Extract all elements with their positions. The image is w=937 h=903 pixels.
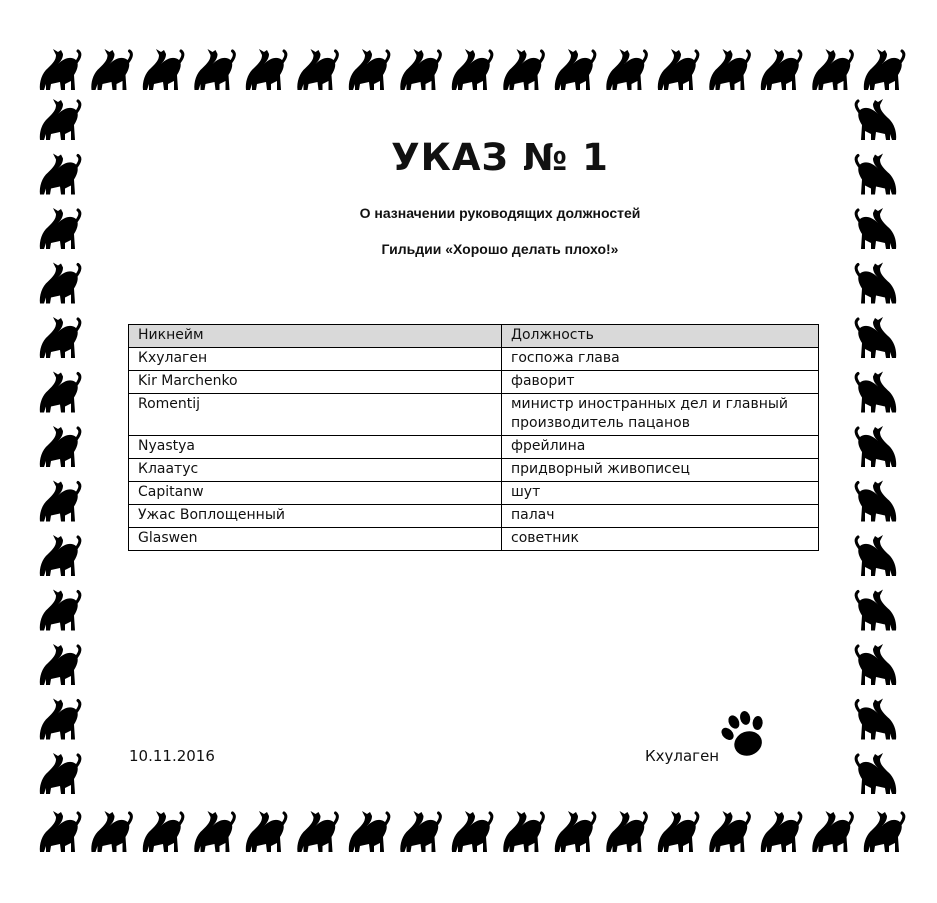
nickname-cell: Ужас Воплощенный bbox=[129, 505, 502, 528]
black-cat-icon bbox=[864, 49, 904, 90]
black-cat-icon bbox=[709, 811, 749, 852]
black-cat-icon bbox=[40, 481, 80, 522]
position-cell: шут bbox=[502, 482, 819, 505]
black-cat-icon bbox=[91, 49, 131, 90]
nickname-cell: Romentij bbox=[129, 394, 502, 436]
black-cat-icon bbox=[40, 317, 80, 358]
black-cat-icon bbox=[143, 49, 183, 90]
table-row bbox=[129, 459, 819, 482]
black-cat-icon bbox=[864, 811, 904, 852]
black-cat-icon bbox=[349, 811, 389, 852]
nickname-cell: Кхулаген bbox=[129, 348, 502, 371]
decree-subtitle-line1: О назначении руководящих должностей bbox=[359, 205, 641, 221]
black-cat-icon bbox=[606, 49, 646, 90]
nickname-cell: Клаатус bbox=[129, 459, 502, 482]
black-cat-icon bbox=[40, 590, 80, 631]
black-cat-icon bbox=[812, 811, 852, 852]
black-cat-icon bbox=[297, 811, 337, 852]
table-row bbox=[129, 371, 819, 394]
black-cat-icon bbox=[194, 811, 234, 852]
table-row bbox=[129, 505, 819, 528]
black-cat-icon bbox=[856, 590, 896, 631]
black-cat-icon bbox=[503, 811, 543, 852]
appointments-table bbox=[128, 324, 819, 551]
position-cell: придворный живописец bbox=[502, 459, 819, 482]
paw-print-icon bbox=[716, 706, 774, 764]
position-cell: советник bbox=[502, 528, 819, 551]
black-cat-icon bbox=[812, 49, 852, 90]
black-cat-icon bbox=[761, 811, 801, 852]
table-header-row bbox=[129, 325, 819, 348]
position-cell: фрейлина bbox=[502, 436, 819, 459]
decree-title: УКАЗ № 1 bbox=[391, 136, 609, 179]
black-cat-icon bbox=[40, 154, 80, 195]
nickname-cell: Nyastya bbox=[129, 436, 502, 459]
position-cell: министр иностранных дел и главный производитель пацанов bbox=[502, 394, 819, 436]
black-cat-icon bbox=[555, 49, 595, 90]
black-cat-icon bbox=[40, 99, 80, 140]
black-cat-icon bbox=[297, 49, 337, 90]
nickname-cell: Capitanw bbox=[129, 482, 502, 505]
table-row bbox=[129, 348, 819, 371]
black-cat-icon bbox=[658, 811, 698, 852]
black-cat-icon bbox=[856, 753, 896, 794]
table-row bbox=[129, 436, 819, 459]
column-header-position: Должность bbox=[502, 325, 819, 348]
black-cat-icon bbox=[856, 699, 896, 740]
black-cat-icon bbox=[856, 317, 896, 358]
position-cell: госпожа глава bbox=[502, 348, 819, 371]
black-cat-icon bbox=[194, 49, 234, 90]
nickname-cell: Kir Marchenko bbox=[129, 371, 502, 394]
black-cat-icon bbox=[856, 208, 896, 249]
black-cat-icon bbox=[658, 49, 698, 90]
signer-name: Кхулаген bbox=[645, 747, 720, 765]
nickname-cell: Glaswen bbox=[129, 528, 502, 551]
position-cell: палач bbox=[502, 505, 819, 528]
black-cat-icon bbox=[400, 811, 440, 852]
black-cat-icon bbox=[503, 49, 543, 90]
black-cat-icon bbox=[40, 208, 80, 249]
black-cat-icon bbox=[91, 811, 131, 852]
black-cat-icon bbox=[40, 535, 80, 576]
decree-date: 10.11.2016 bbox=[129, 747, 215, 765]
black-cat-icon bbox=[856, 154, 896, 195]
column-header-nickname: Никнейм bbox=[129, 325, 502, 348]
black-cat-icon bbox=[606, 811, 646, 852]
black-cat-icon bbox=[400, 49, 440, 90]
table-row bbox=[129, 394, 819, 436]
black-cat-icon bbox=[143, 811, 183, 852]
black-cat-icon bbox=[40, 372, 80, 413]
black-cat-icon bbox=[40, 811, 80, 852]
black-cat-icon bbox=[40, 263, 80, 304]
black-cat-icon bbox=[40, 699, 80, 740]
black-cat-icon bbox=[40, 644, 80, 685]
black-cat-icon bbox=[40, 49, 80, 90]
black-cat-icon bbox=[856, 426, 896, 467]
black-cat-icon bbox=[555, 811, 595, 852]
black-cat-icon bbox=[856, 481, 896, 522]
black-cat-icon bbox=[40, 753, 80, 794]
black-cat-icon bbox=[856, 644, 896, 685]
table-row bbox=[129, 482, 819, 505]
black-cat-icon bbox=[246, 811, 286, 852]
black-cat-icon bbox=[856, 372, 896, 413]
black-cat-icon bbox=[246, 49, 286, 90]
black-cat-icon bbox=[709, 49, 749, 90]
decree-subtitle-line2: Гильдии «Хорошо делать плохо!» bbox=[381, 241, 619, 257]
black-cat-icon bbox=[856, 263, 896, 304]
black-cat-icon bbox=[856, 535, 896, 576]
black-cat-icon bbox=[349, 49, 389, 90]
black-cat-icon bbox=[452, 811, 492, 852]
black-cat-icon bbox=[40, 426, 80, 467]
table-row bbox=[129, 528, 819, 551]
black-cat-icon bbox=[761, 49, 801, 90]
position-cell: фаворит bbox=[502, 371, 819, 394]
black-cat-icon bbox=[452, 49, 492, 90]
black-cat-icon bbox=[856, 99, 896, 140]
